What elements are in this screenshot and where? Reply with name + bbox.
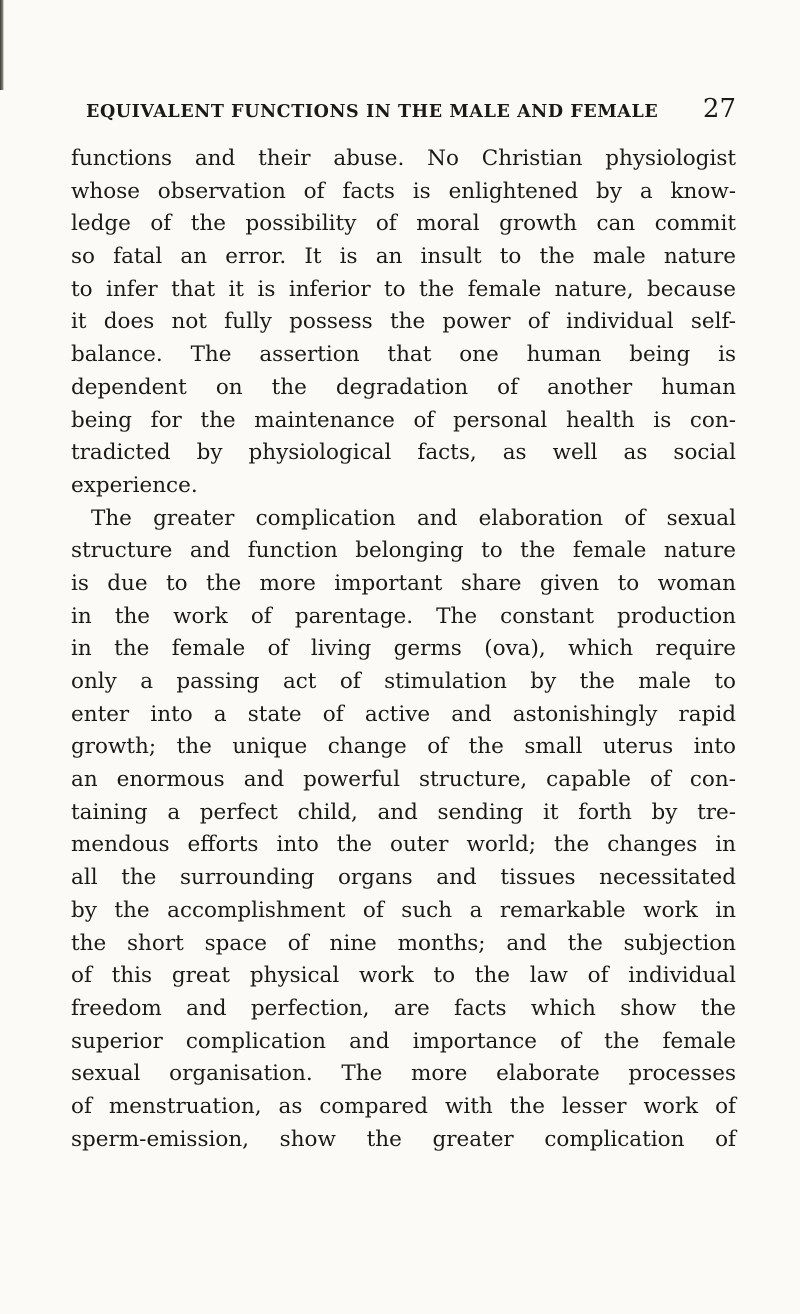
running-title: EQUIVALENT FUNCTIONS IN THE MALE AND FEMALE [86,102,659,122]
page-edge-mark [0,0,4,90]
running-header [86,96,736,130]
text-line: balance. The assertion that one human being is [71,342,736,368]
text-line: enter into a state of active and astonishingly rapid [71,701,736,727]
text-line: sperm-emission, show the greater complication of [71,1126,736,1152]
text-line: mendous efforts into the outer world; the changes in [71,832,736,858]
text-line: dependent on the degradation of another human [71,374,736,400]
text-line: all the surrounding organs and tissues necessitated [71,865,736,891]
text-line: only a passing act of stimulation by the male to [71,669,736,694]
page-number: 27 [702,94,736,124]
text-line: whose observation of facts is enlightened by a know- [71,178,736,204]
text-line: being for the maintenance of personal health is con- [71,407,736,433]
paragraph-start-line: The greater complication and elaboration of sexual [91,505,736,531]
text-line: of this great physical work to the law of individual [71,963,736,989]
text-line: of menstruation, as compared with the lesser work of [71,1093,736,1119]
text-line: ledge of the possibility of moral growth can commit [71,211,736,237]
text-line: superior complication and importance of the female [71,1028,736,1054]
text-line: structure and function belonging to the female nature [71,538,736,564]
text-line: so fatal an error. It is an insult to the male nature [71,244,736,270]
text-line: functions and their abuse. No Christian physiologist [71,146,736,171]
text-line: by the accomplishment of such a remarkable work in [71,897,736,923]
text-line: in the work of parentage. The constant production [71,603,736,629]
text-line: taining a perfect child, and sending it forth by tre- [71,799,736,825]
text-line: sexual organisation. The more elaborate processes [71,1061,736,1087]
text-line: to infer that it is inferior to the female nature, because [71,276,736,302]
text-line: the short space of nine months; and the subjection [71,930,736,956]
text-line: it does not fully possess the power of individual self- [71,309,736,335]
paragraph-end-line: experience. [71,472,198,498]
text-line: growth; the unique change of the small uterus into [71,734,736,760]
text-line: is due to the more important share given to woman [71,570,736,596]
body-text [71,143,736,1156]
text-line: tradicted by physiological facts, as well as social [71,440,736,466]
text-line: freedom and perfection, are facts which show the [71,995,736,1021]
text-line: in the female of living germs (ova), which require [71,636,736,662]
text-line: an enormous and powerful structure, capable of con- [71,767,736,793]
